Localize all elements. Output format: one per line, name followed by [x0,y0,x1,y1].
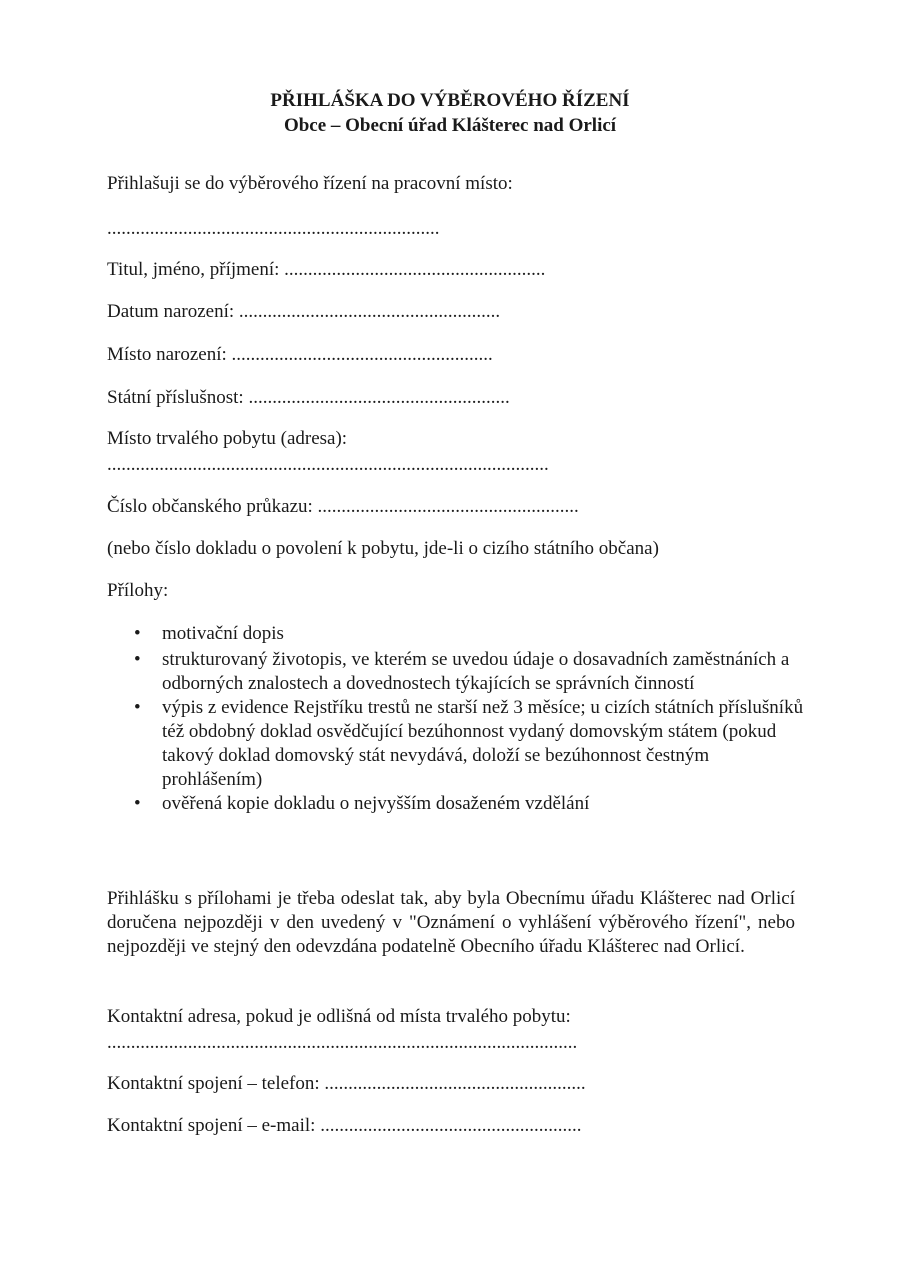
instructions-paragraph: Přihlášku s přílohami je třeba odeslat tak, aby byla Obecnímu úřadu Klášterec nad Orlicí doručena nejpozději v den uvedený v "Oznámení o vyhlášení výběrového řízení", nebo nejpozději ve stejný den odevzdána podatelně Obecního úřadu Klášterec nad Orlicí. [107,888,795,957]
bullet-icon: • [134,649,141,670]
id-field[interactable]: ....................................................... [317,496,579,517]
address-label: Místo trvalého pobytu (adresa): [107,428,348,449]
id-note: (nebo číslo dokladu o povolení k pobytu, jde-li o cizího státního občana) [107,538,659,559]
birth-date-label: Datum narození: [107,301,235,322]
id-label: Číslo občanského průkazu: [107,496,313,517]
position-label: Přihlašuji se do výběrového řízení na pracovní místo: [107,173,513,194]
document-subtitle: Obce – Obecní úřad Klášterec nad Orlicí [283,115,617,136]
phone-label: Kontaktní spojení – telefon: [107,1073,320,1094]
attachments-label: Přílohy: [107,580,169,601]
list-item-text: výpis z evidence Rejstříku trestů ne starší než 3 měsíce; u cizích státních příslušníků též obdobný doklad osvědčující bezúhonnost vydaný domovským státem (pokud takový doklad domovský stát nevydává, doloží se bezúhonnost čestným prohlášením) [162,697,804,790]
email-field[interactable]: ....................................................... [320,1115,582,1136]
phone-field[interactable]: ....................................................... [324,1073,586,1094]
list-item-text: motivační dopis [162,623,284,644]
name-field[interactable]: ....................................................... [284,259,546,280]
email-row [107,1114,581,1138]
list-item [107,648,807,696]
name-label: Titul, jméno, příjmení: [107,259,280,280]
bullet-icon: • [134,697,141,718]
name-row [107,258,545,282]
attachments-list [107,622,807,816]
list-item [107,792,807,816]
birth-date-row [107,300,500,324]
contact-address-field[interactable]: ................................................................................................... [107,1032,578,1053]
citizenship-label: Státní příslušnost: [107,387,244,408]
list-item-text: strukturovaný životopis, ve kterém se uvedou údaje o dosavadních zaměstnáních a odborných znalostech a dovednostech týkajících se správních činností [162,649,790,694]
phone-row [107,1072,586,1096]
address-field[interactable]: ............................................................................................. [107,454,549,475]
document-header [0,88,900,138]
birth-place-field[interactable]: ....................................................... [231,344,493,365]
birth-place-label: Místo narození: [107,344,227,365]
citizenship-row [107,386,510,410]
email-label: Kontaktní spojení – e-mail: [107,1115,316,1136]
bullet-icon: • [134,793,141,814]
birth-date-field[interactable]: ....................................................... [238,301,501,322]
contact-address-label: Kontaktní adresa, pokud je odlišná od místa trvalého pobytu: [107,1006,571,1027]
list-item-text: ověřená kopie dokladu o nejvyšším dosaženém vzdělání [162,793,590,814]
document-title: PŘIHLÁŠKA DO VÝBĚROVÉHO ŘÍZENÍ [270,90,630,111]
birth-place-row [107,343,493,367]
position-field[interactable]: ...................................................................... [107,218,440,239]
id-row [107,495,579,519]
citizenship-field[interactable]: ....................................................... [248,387,510,408]
list-item [107,696,807,792]
bullet-icon: • [134,623,141,644]
list-item [107,622,807,646]
